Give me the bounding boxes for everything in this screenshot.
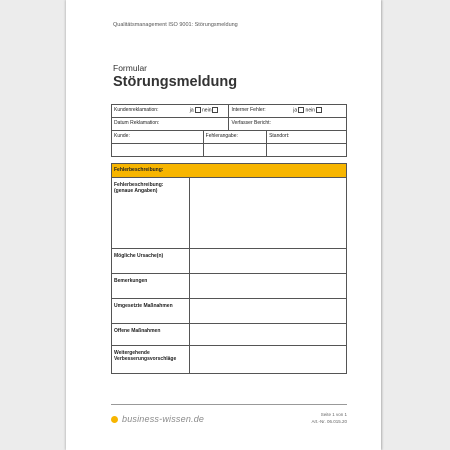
fehlerbeschreibung-label: Fehlerbeschreibung: (genaue Angaben) bbox=[112, 178, 190, 249]
article-number: Art.-Nr. 06.015.20 bbox=[311, 419, 347, 424]
kundenreklamation-ja-checkbox[interactable] bbox=[195, 107, 201, 113]
datum-reklamation-field[interactable]: Datum Reklamation: bbox=[112, 118, 229, 131]
offene-massnahmen-input[interactable] bbox=[189, 324, 346, 346]
offene-massnahmen-label: Offene Maßnahmen bbox=[112, 324, 190, 346]
verbesserungsvorschlaege-input[interactable] bbox=[189, 346, 346, 374]
interner-fehler-label: Interner Fehler: bbox=[231, 107, 266, 113]
info-table bbox=[111, 104, 347, 157]
verfasser-bericht-field[interactable]: Verfasser Bericht: bbox=[229, 118, 347, 131]
standort-value[interactable] bbox=[267, 144, 347, 157]
interner-fehler-nein-checkbox[interactable] bbox=[316, 107, 322, 113]
standort-field[interactable]: Standort: bbox=[267, 131, 347, 144]
section-header: Fehlerbeschreibung: bbox=[112, 164, 347, 178]
fehlerangabe-value[interactable] bbox=[203, 144, 266, 157]
fehlerangabe-field[interactable]: Fehlerangabe: bbox=[203, 131, 266, 144]
ja-label: ja bbox=[189, 107, 194, 114]
footer-divider bbox=[111, 404, 347, 405]
kundenreklamation-label: Kundenreklamation: bbox=[114, 107, 159, 113]
kundenreklamation-nein-checkbox[interactable] bbox=[212, 107, 218, 113]
document-header: Qualitätsmanagement ISO 9001: Störungsmeldung bbox=[113, 22, 238, 28]
footer-page-info bbox=[311, 411, 347, 425]
fehlerbeschreibung-input[interactable] bbox=[189, 178, 346, 249]
footer-logo bbox=[111, 414, 204, 424]
nein-label: nein bbox=[305, 107, 315, 114]
bemerkungen-input[interactable] bbox=[189, 274, 346, 299]
ja-label: ja bbox=[293, 107, 298, 114]
logo-dot-icon bbox=[111, 416, 118, 423]
interner-fehler-cell bbox=[229, 105, 347, 118]
logo-text: business-wissen.de bbox=[122, 414, 205, 424]
kunde-field[interactable]: Kunde: bbox=[112, 131, 204, 144]
kunde-value[interactable] bbox=[112, 144, 204, 157]
page-number: Seite 1 von 1 bbox=[320, 412, 347, 417]
ursache-input[interactable] bbox=[189, 249, 346, 274]
interner-fehler-ja-checkbox[interactable] bbox=[298, 107, 304, 113]
fehler-table bbox=[111, 163, 347, 374]
form-title: Störungsmeldung bbox=[113, 74, 238, 90]
kundenreklamation-cell bbox=[112, 105, 229, 118]
verbesserungsvorschlaege-label: Weitergehende Verbesserungsvorschläge bbox=[112, 346, 190, 374]
nein-label: nein bbox=[202, 107, 212, 114]
form-subtitle: Formular bbox=[113, 63, 148, 73]
umgesetzte-massnahmen-input[interactable] bbox=[189, 299, 346, 324]
umgesetzte-massnahmen-label: Umgesetzte Maßnahmen bbox=[112, 299, 190, 324]
bemerkungen-label: Bemerkungen bbox=[112, 274, 190, 299]
ursache-label: Mögliche Ursache(n) bbox=[112, 249, 190, 274]
document-page bbox=[66, 0, 381, 450]
